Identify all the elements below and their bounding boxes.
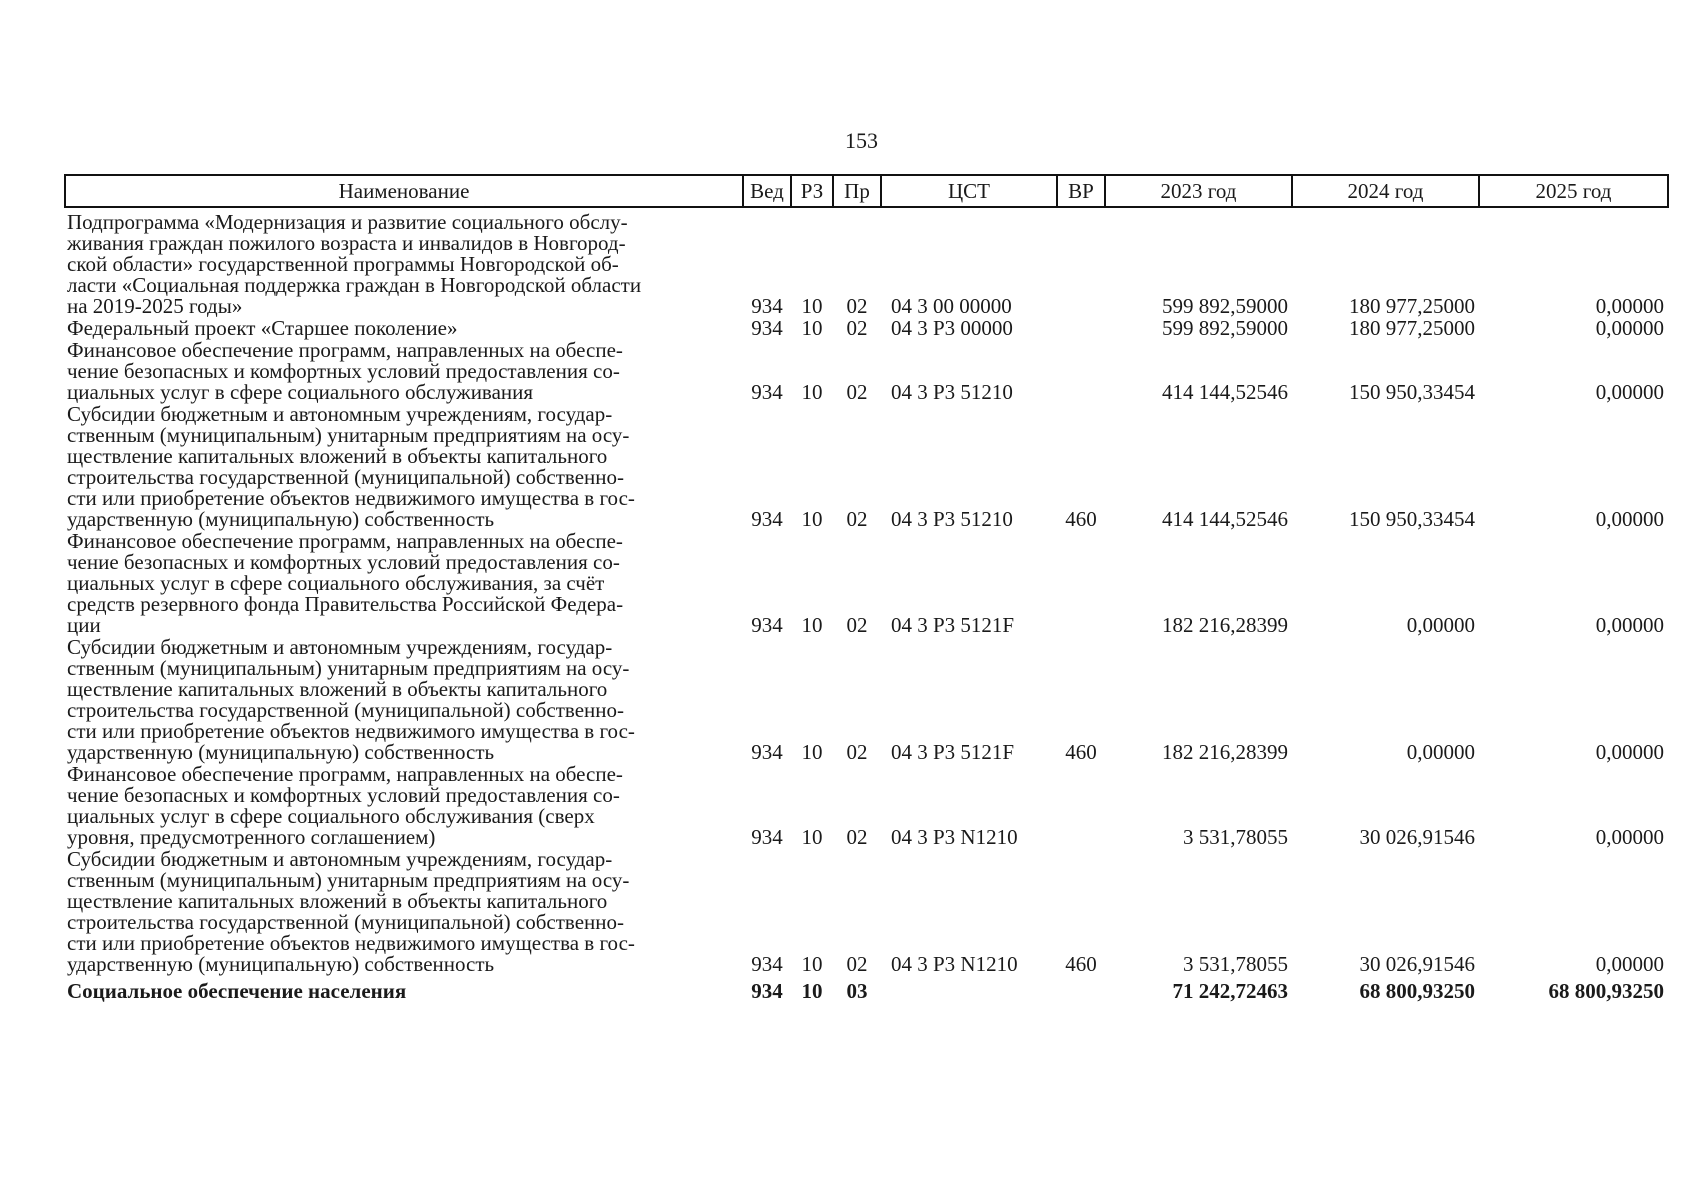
header-pr: Пр — [833, 175, 881, 207]
row-name-line: ударственную (муниципальную) собственность — [67, 952, 495, 976]
cell-2025: 0,00000 — [1595, 380, 1664, 404]
cell-2025: 0,00000 — [1595, 294, 1664, 318]
cell-2023: 599 892,59000 — [1162, 316, 1288, 340]
cell-2023: 3 531,78055 — [1183, 825, 1288, 849]
cell-ved: 934 — [751, 380, 783, 404]
row-name-line: Субсидии бюджетным и автономным учреждениям, государ- — [67, 635, 613, 659]
cell-name — [65, 339, 743, 403]
row-name-text — [67, 849, 737, 975]
cell-pr: 02 — [846, 380, 868, 404]
cell-2024: 180 977,25000 — [1349, 316, 1475, 340]
row-name-line: Подпрограмма «Модернизация и развитие социального обслу- — [67, 210, 628, 234]
cell-name — [65, 317, 743, 339]
cell-vr — [1057, 317, 1105, 339]
row-name-line: строительства государственной (муниципальной) собственно- — [67, 910, 625, 934]
cell-ved: 934 — [751, 294, 783, 318]
cell-2024: 68 800,93250 — [1359, 979, 1475, 1003]
cell-2023: 182 216,28399 — [1162, 740, 1288, 764]
cell-vr — [1057, 763, 1105, 848]
cell-name — [65, 848, 743, 975]
table-row — [65, 636, 1668, 763]
cell-rz: 10 — [801, 979, 823, 1003]
cell-rz: 10 — [801, 380, 823, 404]
cell-cst: 04 3 P3 5121F — [891, 740, 1015, 764]
header-rz: РЗ — [791, 175, 833, 207]
row-name-line: ственным (муниципальным) унитарным предприятиям на осу- — [67, 868, 630, 892]
row-name-text — [67, 212, 737, 317]
cell-cst: 04 3 P3 5121F — [891, 613, 1015, 637]
cell-vr — [1057, 975, 1105, 1002]
row-name-text — [67, 340, 737, 403]
header-2025: 2025 год — [1479, 175, 1668, 207]
header-2024: 2024 год — [1292, 175, 1479, 207]
cell-pr: 02 — [846, 825, 868, 849]
cell-2023: 71 242,72463 — [1172, 979, 1288, 1003]
cell-vr — [1057, 339, 1105, 403]
row-name-line: Финансовое обеспечение программ, направленных на обеспе- — [67, 338, 623, 362]
row-name-line: живания граждан пожилого возраста и инвалидов в Новгород- — [67, 231, 626, 255]
row-name-line: строительства государственной (муниципальной) собственно- — [67, 465, 625, 489]
table-row — [65, 763, 1668, 848]
cell-vr: 460 — [1065, 507, 1097, 531]
cell-2023: 414 144,52546 — [1162, 380, 1288, 404]
cell-ved: 934 — [751, 613, 783, 637]
cell-name — [65, 975, 743, 1002]
row-name-line: чение безопасных и комфортных условий предоставления со- — [67, 783, 620, 807]
cell-pr: 02 — [846, 952, 868, 976]
header-vr: ВР — [1057, 175, 1105, 207]
cell-2023: 414 144,52546 — [1162, 507, 1288, 531]
cell-2024: 150 950,33454 — [1349, 507, 1475, 531]
cell-ved: 934 — [751, 316, 783, 340]
row-name-line: ской области» государственной программы Новгородской об- — [67, 252, 619, 276]
cell-cst: 04 3 P3 N1210 — [891, 952, 1018, 976]
row-name-line: циальных услуг в сфере социального обслуживания — [67, 380, 534, 404]
table-row — [65, 207, 1668, 317]
cell-ved: 934 — [751, 825, 783, 849]
row-name-line: чение безопасных и комфортных условий предоставления со- — [67, 359, 620, 383]
cell-rz: 10 — [801, 825, 823, 849]
cell-cst: 04 3 P3 51210 — [891, 380, 1013, 404]
header-name: Наименование — [65, 175, 743, 207]
cell-2023: 182 216,28399 — [1162, 613, 1288, 637]
cell-cst: 04 3 P3 51210 — [891, 507, 1013, 531]
cell-pr: 02 — [846, 316, 868, 340]
row-name-line: Субсидии бюджетным и автономным учреждениям, государ- — [67, 402, 613, 426]
header-ved: Вед — [743, 175, 791, 207]
row-name-line: ществление капитальных вложений в объекты капитального — [67, 889, 608, 913]
cell-2024: 0,00000 — [1406, 613, 1475, 637]
row-name-line: средств резервного фонда Правительства Российской Федера- — [67, 592, 624, 616]
row-name-line: на 2019-2025 годы» — [67, 294, 243, 318]
cell-name — [65, 403, 743, 530]
cell-cst: 04 3 P3 00000 — [891, 316, 1013, 340]
table-row — [65, 848, 1668, 975]
row-name-text — [67, 637, 737, 763]
row-name-line: ственным (муниципальным) унитарным предприятиям на осу- — [67, 656, 630, 680]
row-name-line: чение безопасных и комфортных условий предоставления со- — [67, 550, 620, 574]
row-name-line: ударственную (муниципальную) собственность — [67, 740, 495, 764]
table-row — [65, 339, 1668, 403]
cell-2025: 0,00000 — [1595, 316, 1664, 340]
cell-cst — [881, 975, 1057, 1002]
header-2023: 2023 год — [1105, 175, 1292, 207]
cell-rz: 10 — [801, 316, 823, 340]
cell-vr: 460 — [1065, 740, 1097, 764]
cell-cst: 04 3 P3 N1210 — [891, 825, 1018, 849]
cell-vr — [1057, 207, 1105, 317]
row-name-text — [67, 981, 737, 1002]
cell-name — [65, 530, 743, 636]
cell-ved: 934 — [751, 740, 783, 764]
row-name-line: циальных услуг в сфере социального обслуживания, за счёт — [67, 571, 605, 595]
row-name-line: ществление капитальных вложений в объекты капитального — [67, 677, 608, 701]
row-name-line: сти или приобретение объектов недвижимого имущества в гос- — [67, 486, 635, 510]
cell-2024: 150 950,33454 — [1349, 380, 1475, 404]
cell-2025: 0,00000 — [1595, 613, 1664, 637]
cell-ved: 934 — [751, 507, 783, 531]
cell-pr: 02 — [846, 507, 868, 531]
row-name-line: строительства государственной (муниципальной) собственно- — [67, 698, 625, 722]
row-name-line: Финансовое обеспечение программ, направленных на обеспе- — [67, 529, 623, 553]
cell-2024: 180 977,25000 — [1349, 294, 1475, 318]
cell-2023: 599 892,59000 — [1162, 294, 1288, 318]
cell-cst: 04 3 00 00000 — [891, 294, 1012, 318]
cell-pr: 02 — [846, 740, 868, 764]
row-name-line: ственным (муниципальным) унитарным предприятиям на осу- — [67, 423, 630, 447]
cell-name — [65, 636, 743, 763]
cell-rz: 10 — [801, 613, 823, 637]
row-name-line: ции — [67, 613, 101, 637]
row-name-text — [67, 764, 737, 848]
row-name-line: Социальное обеспечение населения — [67, 979, 407, 1003]
row-name-text — [67, 318, 737, 339]
cell-ved: 934 — [751, 952, 783, 976]
cell-name — [65, 207, 743, 317]
cell-rz: 10 — [801, 952, 823, 976]
page-number: 153 — [845, 128, 878, 153]
row-name-line: циальных услуг в сфере социального обслуживания (сверх — [67, 804, 595, 828]
cell-pr: 02 — [846, 613, 868, 637]
cell-2025: 68 800,93250 — [1548, 979, 1664, 1003]
table-row — [65, 317, 1668, 339]
cell-vr: 460 — [1065, 952, 1097, 976]
cell-2024: 0,00000 — [1406, 740, 1475, 764]
cell-2025: 0,00000 — [1595, 952, 1664, 976]
row-name-text — [67, 404, 737, 530]
header-cst: ЦСТ — [881, 175, 1057, 207]
cell-ved: 934 — [751, 979, 783, 1003]
row-name-line: Финансовое обеспечение программ, направленных на обеспе- — [67, 762, 623, 786]
table-row — [65, 975, 1668, 1002]
table-row — [65, 403, 1668, 530]
row-name-text — [67, 531, 737, 636]
cell-2024: 30 026,91546 — [1359, 825, 1475, 849]
cell-rz: 10 — [801, 507, 823, 531]
cell-pr: 02 — [846, 294, 868, 318]
cell-2025: 0,00000 — [1595, 740, 1664, 764]
row-name-line: Федеральный проект «Старшее поколение» — [67, 316, 458, 340]
row-name-line: ударственную (муниципальную) собственность — [67, 507, 495, 531]
cell-name — [65, 763, 743, 848]
row-name-line: Субсидии бюджетным и автономным учреждениям, государ- — [67, 847, 613, 871]
table-row — [65, 530, 1668, 636]
cell-2025: 0,00000 — [1595, 507, 1664, 531]
cell-vr — [1057, 530, 1105, 636]
table-body — [65, 207, 1668, 1002]
row-name-line: ществление капитальных вложений в объекты капитального — [67, 444, 608, 468]
row-name-line: уровня, предусмотренного соглашением) — [67, 825, 436, 849]
cell-rz: 10 — [801, 740, 823, 764]
budget-table — [64, 174, 1669, 1002]
cell-2024: 30 026,91546 — [1359, 952, 1475, 976]
cell-pr: 03 — [846, 979, 868, 1003]
table-header-row — [65, 175, 1668, 207]
row-name-line: сти или приобретение объектов недвижимого имущества в гос- — [67, 931, 635, 955]
row-name-line: сти или приобретение объектов недвижимого имущества в гос- — [67, 719, 635, 743]
cell-2025: 0,00000 — [1595, 825, 1664, 849]
cell-2023: 3 531,78055 — [1183, 952, 1288, 976]
cell-rz: 10 — [801, 294, 823, 318]
row-name-line: ласти «Социальная поддержка граждан в Новгородской области — [67, 273, 642, 297]
